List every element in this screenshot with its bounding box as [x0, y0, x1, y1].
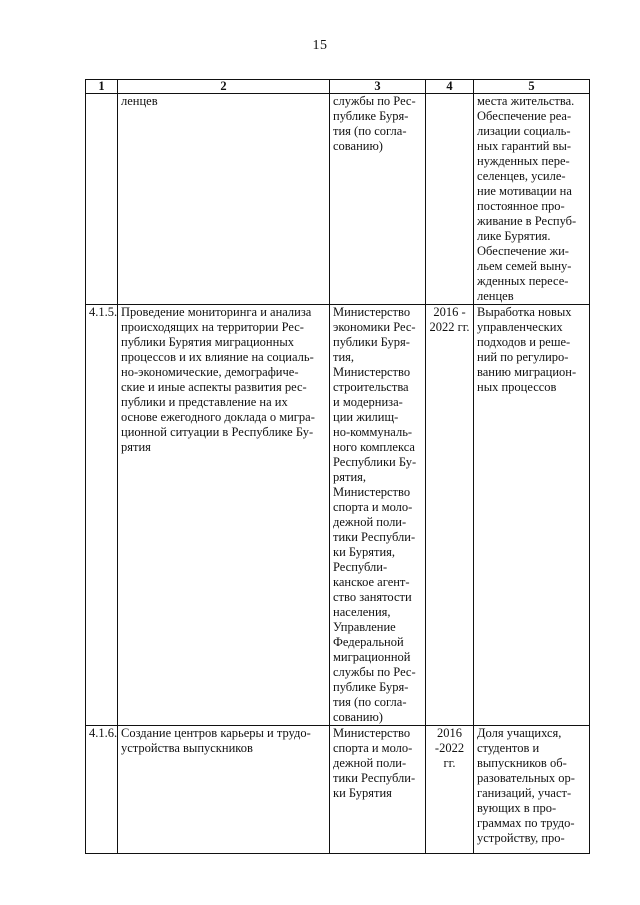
result-cell: Выработка новых управленческих подходов и реше- ний по регулиро- ванию миграцион- ных процессов: [474, 305, 590, 726]
header-cell-2: 2: [118, 80, 330, 94]
measure-cell: Создание центров карьеры и трудо- устройства выпускников: [118, 726, 330, 854]
result-cell: места жительства. Обеспечение реа- лизации социаль- ных гарантий вы- нужденных пере- селенцев, усиле- ние мотивации на постоянное про- живание в Респуб- лике Бурятия. Обеспечение жи- льем семей выну- жденных пересе- ленцев: [474, 94, 590, 305]
result-cell: Доля учащихся, студентов и выпускников об- разовательных ор- ганизаций, участ- вующих в про- граммах по трудо- устройству, про-: [474, 726, 590, 854]
table-row: [86, 726, 590, 854]
header-cell-3: 3: [330, 80, 426, 94]
executors-cell: Министерство экономики Рес- публики Буря- тия, Министерство строительства и модерниза- ции жилищ- но-коммуналь- ного комплекса Республики Бу- рятия, Министерство спорта и моло- дежной поли- тики Республи- ки Бурятия, Республи- канское агент- ство занятости населения, Управление Федеральной миграционной службы по Рес- публике Буря- тия (по согла- сованию): [330, 305, 426, 726]
period-cell: 2016 -2022 гг.: [426, 726, 474, 854]
table-row: [86, 94, 590, 305]
executors-cell: службы по Рес- публике Буря- тия (по согла- сованию): [330, 94, 426, 305]
table-header-row: [86, 80, 590, 94]
header-cell-4: 4: [426, 80, 474, 94]
row-number: 4.1.5.: [86, 305, 118, 726]
table-row: [86, 305, 590, 726]
header-cell-5: 5: [474, 80, 590, 94]
row-number: 4.1.6.: [86, 726, 118, 854]
measures-table: [85, 79, 590, 854]
page-number: 15: [312, 38, 328, 53]
measure-cell: Проведение мониторинга и анализа происходящих на территории Рес- публики Бурятия миграционных процессов и их влияние на социаль- но-экономические, демографиче- ские и иные аспекты развития рес- публики и представление на их основе ежегодного доклада о мигра- ционной ситуации в Республике Бу- рятия: [118, 305, 330, 726]
executors-cell: Министерство спорта и моло- дежной поли- тики Республи- ки Бурятия: [330, 726, 426, 854]
period-cell: 2016 - 2022 гг.: [426, 305, 474, 726]
header-cell-1: 1: [86, 80, 118, 94]
row-number: [86, 94, 118, 305]
period-cell: [426, 94, 474, 305]
measure-cell: ленцев: [118, 94, 330, 305]
